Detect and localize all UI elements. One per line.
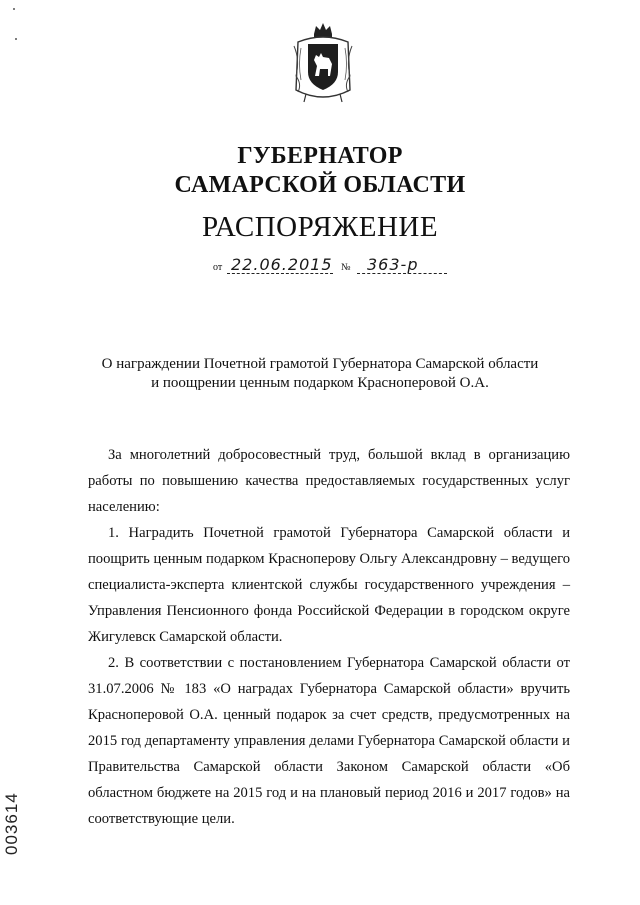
- governor-line-1: ГУБЕРНАТОР: [237, 143, 403, 169]
- governor-title: [0, 142, 640, 200]
- date-number-line: [213, 253, 453, 277]
- document-type: РАСПОРЯЖЕНИЕ: [201, 211, 439, 243]
- side-registration-number: 003614: [2, 792, 21, 855]
- scan-speck: [15, 38, 17, 40]
- coat-of-arms-icon: [292, 20, 354, 106]
- scan-speck: [13, 8, 15, 10]
- subject-line-1: О награждении Почетной грамотой Губернатора Самарской области: [101, 356, 539, 372]
- number-prefix: №: [341, 262, 351, 273]
- governor-line-2: САМАРСКОЙ ОБЛАСТИ: [174, 172, 466, 198]
- subject-line-2: и поощрении ценным подарком Красноперовой О.А.: [151, 375, 489, 391]
- item-2-paragraph: 2. В соответствии с постановлением Губернатора Самарской области от 31.07.2006 № 183 «О наградах Губернатора Самарской области» вручить Красноперовой О.А. ценный подарок за счет средств, предусмотренных на 2015 год департаменту управления делами Губернатора Самарской области и Правительства Самарской области Законом Самарской области «Об областном бюджете на 2015 год и на плановый период 2016 и 2017 годов» на соответствующие цели.: [88, 655, 570, 827]
- intro-paragraph: За многолетний добросовестный труд, большой вклад в организацию работы по повышению качества предоставляемых государственных услуг населению:: [88, 447, 570, 515]
- document-body: [88, 442, 570, 832]
- number-value: 363-р: [367, 255, 419, 274]
- document-subject: [0, 355, 640, 393]
- date-prefix: от: [213, 262, 223, 273]
- date-value: 22.06.2015: [231, 255, 333, 274]
- item-1-paragraph: 1. Наградить Почетной грамотой Губернатора Самарской области и поощрить ценным подарком Красноперову Ольгу Александровну – ведущего специалиста-эксперта клиентской службы государственного учреждения – Управления Пенсионного фонда Российской Федерации в городском округе Жигулевск Самарской области.: [88, 525, 570, 645]
